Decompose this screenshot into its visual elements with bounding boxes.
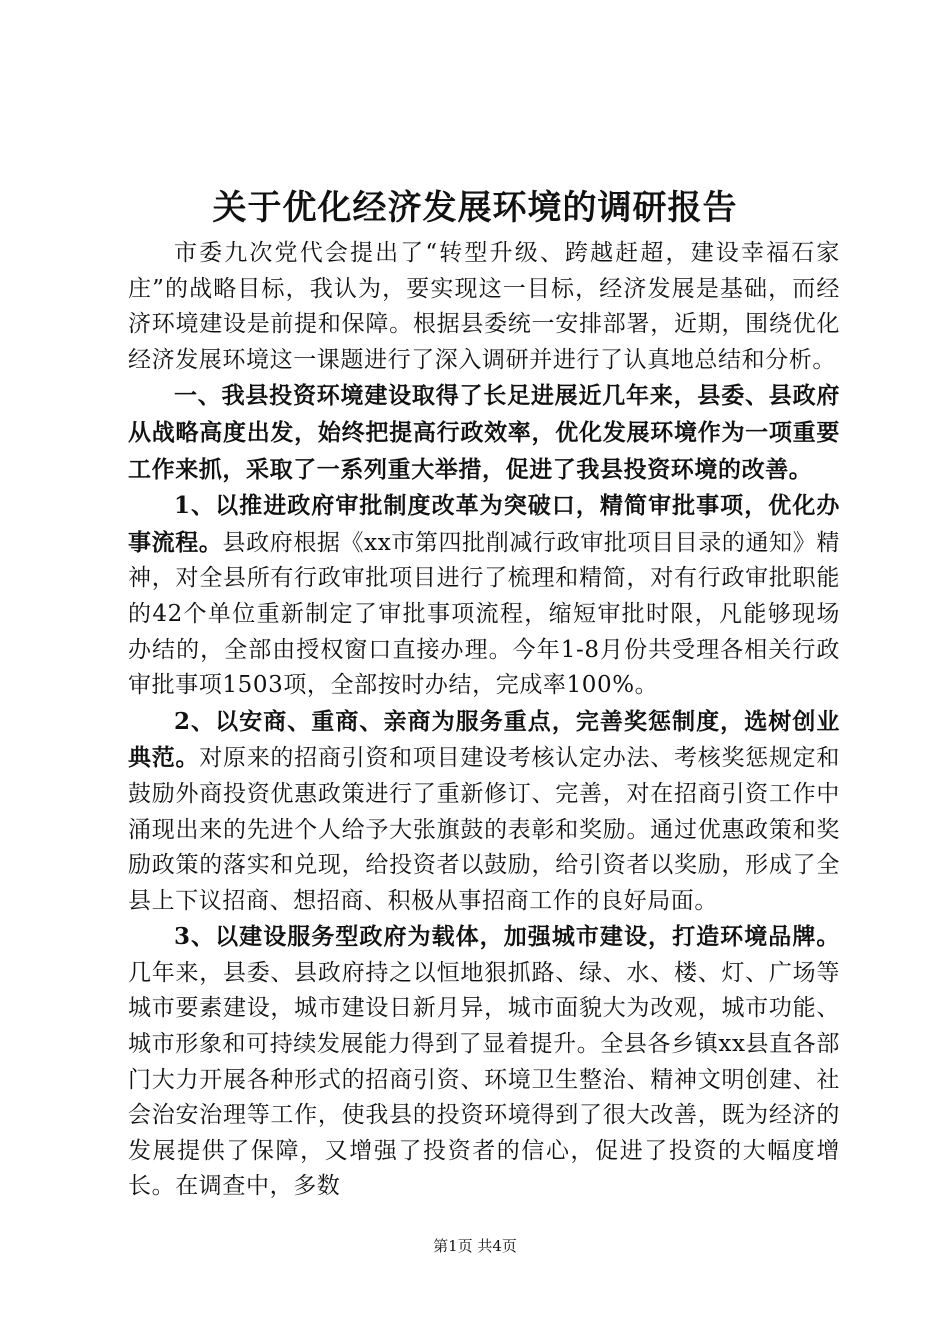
paragraph-lead: 2、以安商、重商、亲商为服务重点，完善奖惩制度，选树创业典范。 [128, 707, 840, 772]
paragraph-text: 县政府根据《xx市第四批削减行政审批项目目录的通知》精神，对全县所有行政审批项目进行了梳理和精简，对有行政审批职能的42个单位重新制定了审批事项流程，缩短审批时限，凡能够现场办结的，全部由授权窗口直接办理。今年1-8月份共受理各相关行政审批事项1503项，全部按时办结，完成率100%。 [128, 529, 840, 699]
paragraph-lead: 3、以建设服务型政府为载体，加强城市建设，打造环境品牌。 [174, 923, 840, 951]
paragraph-item-1 [128, 488, 840, 704]
paragraph-text: 几年来，县委、县政府持之以恒地狠抓路、绿、水、楼、灯、广场等城市要素建设，城市建设日新月异，城市面貌大为改观，城市功能、城市形象和可持续发展能力得到了显着提升。全县各乡镇xx县直各部门大力开展各种形式的招商引资、环境卫生整治、精神文明创建、社会治安治理等工作，使我县的投资环境得到了很大改善，既为经济的发展提供了保障，又增强了投资者的信心，促进了投资的大幅度增长。在调查中，多数 [128, 959, 840, 1200]
paragraph-section-1 [128, 378, 840, 488]
paragraph-text: 市委九次党代会提出了“转型升级、跨越赶超，建设幸福石家庄”的战略目标，我认为，要实现这一目标，经济发展是基础，而经济环境建设是前提和保障。根据县委统一安排部署，近期，围绕优化经济发展环境这一课题进行了深入调研并进行了认真地总结和分析。 [128, 240, 840, 373]
paragraph-item-3 [128, 919, 840, 1205]
document-title: 关于优化经济发展环境的调研报告 [212, 188, 738, 228]
paragraph-text: 对原来的招商引资和项目建设考核认定办法、考核奖惩规定和鼓励外商投资优惠政策进行了重新修订、完善，对在招商引资工作中涌现出来的先进个人给予大张旗鼓的表彰和奖励。通过优惠政策和奖励政策的落实和兑现，给投资者以鼓励，给引资者以奖励，形成了全县上下议招商、想招商、积极从事招商工作的良好局面。 [128, 745, 840, 914]
paragraph-lead: 一、我县投资环境建设取得了长足进展近几年来，县委、县政府从战略高度出发，始终把提高行政效率，优化发展环境作为一项重要工作来抓，采取了一系列重大举措，促进了我县投资环境的改善。 [128, 382, 840, 483]
document-body [128, 235, 840, 1205]
page-number-footer: 第1页 共4页 [433, 1237, 517, 1255]
paragraph-intro [128, 235, 840, 378]
paragraph-lead: 1、以推进政府审批制度改革为突破口，精简审批事项，优化办事流程。 [128, 492, 840, 556]
paragraph-item-2 [128, 704, 840, 920]
